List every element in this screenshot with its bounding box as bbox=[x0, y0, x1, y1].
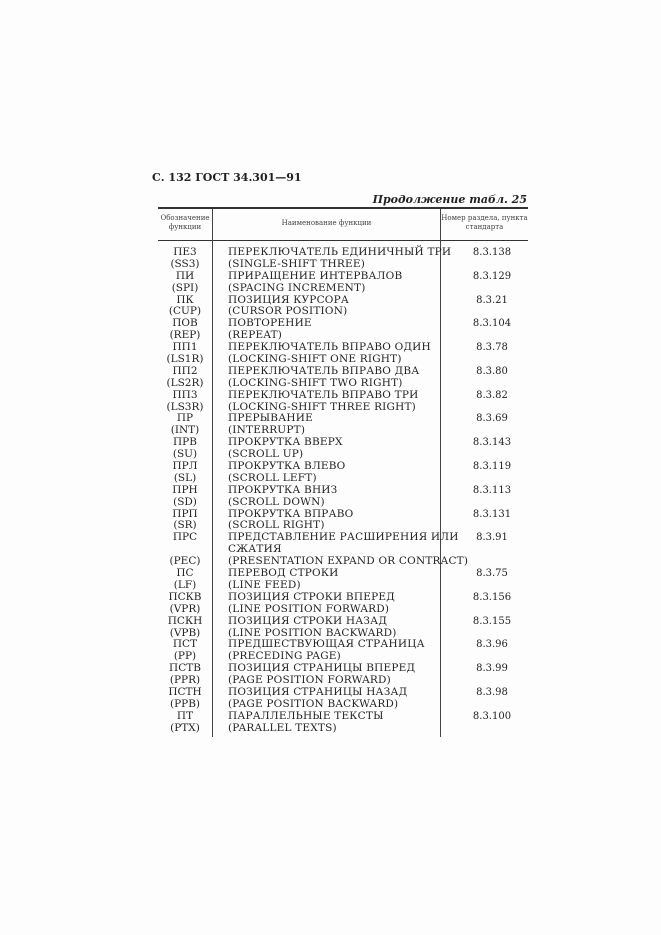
function-code-line: ПРВ bbox=[173, 436, 197, 449]
function-name-line: (SCROLL RIGHT) bbox=[228, 519, 325, 532]
function-code-line: (SL) bbox=[173, 471, 197, 484]
table-row bbox=[158, 342, 528, 366]
table-row bbox=[158, 711, 528, 735]
function-code-line: ПС bbox=[176, 567, 194, 580]
function-name bbox=[212, 568, 456, 592]
function-name bbox=[212, 271, 456, 295]
function-name bbox=[212, 485, 456, 509]
function-code-line: (VPR) bbox=[169, 602, 201, 615]
function-name-line: (PARALLEL TEXTS) bbox=[228, 721, 337, 734]
function-name bbox=[212, 531, 469, 568]
function-code-line: ПСТ bbox=[172, 638, 198, 651]
function-code-line: ПСТН bbox=[168, 685, 202, 698]
page-header: С. 132 ГОСТ 34.301—91 bbox=[152, 171, 302, 184]
section-number-line: 8.3.80 bbox=[476, 365, 508, 377]
function-code-line: (PPR) bbox=[169, 674, 201, 687]
table-top-rule bbox=[158, 207, 528, 209]
function-name bbox=[212, 247, 456, 271]
section-number-line: 8.3.91 bbox=[476, 532, 508, 544]
function-code bbox=[158, 461, 212, 485]
table-row bbox=[158, 485, 528, 509]
function-code-line: ПРЛ bbox=[172, 460, 198, 473]
function-name-line: ПАРАЛЛЕЛЬНЫЕ ТЕКСТЫ bbox=[228, 709, 384, 722]
table-row bbox=[158, 437, 528, 461]
section-number bbox=[456, 485, 528, 509]
function-code-line: ПР bbox=[176, 412, 194, 425]
function-code-line: (SU) bbox=[172, 448, 198, 461]
section-number-line: 8.3.78 bbox=[476, 342, 508, 354]
function-name-line: ПРИРАЩЕНИЕ ИНТЕРВАЛОВ bbox=[228, 269, 403, 282]
function-code bbox=[158, 687, 212, 711]
function-name-line: ПРЕРЫВАНИЕ bbox=[228, 412, 313, 425]
function-name bbox=[212, 461, 456, 485]
function-name bbox=[212, 342, 456, 366]
table-row bbox=[158, 271, 528, 295]
section-number bbox=[456, 318, 528, 342]
function-code-line: ПТ bbox=[176, 709, 194, 722]
function-name-line: (LOCKING-SHIFT THREE RIGHT) bbox=[228, 400, 416, 413]
table-row bbox=[158, 247, 528, 271]
table-row bbox=[158, 616, 528, 640]
function-code-line: ПОВ bbox=[172, 317, 198, 330]
function-name-line: (CURSOR POSITION) bbox=[228, 305, 348, 318]
section-number-line: 8.3.119 bbox=[472, 461, 512, 473]
function-name-line: ПЕРЕВОД СТРОКИ bbox=[228, 567, 339, 580]
section-number bbox=[456, 247, 528, 271]
section-number bbox=[456, 295, 528, 319]
section-number-line: 8.3.98 bbox=[476, 686, 508, 698]
section-number-line: 8.3.138 bbox=[472, 247, 512, 258]
function-code-line: ПЕ3 bbox=[173, 246, 197, 258]
function-name-line: ПРЕДШЕСТВУЮЩАЯ СТРАНИЦА bbox=[228, 638, 425, 651]
column-header-number: Номер раздела, пункта стандарта bbox=[441, 214, 528, 231]
function-name bbox=[212, 295, 456, 319]
function-code-line: (PTX) bbox=[170, 721, 200, 734]
section-number bbox=[456, 568, 528, 592]
function-name-line: ПРЕДСТАВЛЕНИЕ РАСШИРЕНИЯ ИЛИ bbox=[228, 531, 459, 544]
function-code-line: ПРС bbox=[172, 531, 198, 544]
section-number bbox=[456, 366, 528, 390]
table-row bbox=[158, 687, 528, 711]
function-name-line: ПОВТОРЕНИЕ bbox=[228, 317, 312, 330]
table-row bbox=[158, 366, 528, 390]
function-code bbox=[158, 295, 212, 319]
function-code-line: ПП3 bbox=[172, 388, 198, 401]
function-code bbox=[158, 616, 212, 640]
section-number-line: 8.3.113 bbox=[472, 484, 512, 496]
section-number-line: 8.3.129 bbox=[472, 270, 512, 282]
function-name-line: ПЕРЕКЛЮЧАТЕЛЬ ЕДИНИЧНЫЙ ТРИ bbox=[228, 246, 452, 258]
function-code bbox=[158, 437, 212, 461]
function-code-line: (VPB) bbox=[169, 626, 201, 639]
function-name bbox=[212, 366, 456, 390]
section-number bbox=[456, 616, 528, 640]
table-continuation-label: Продолжение табл. 25 bbox=[372, 193, 527, 206]
table-body bbox=[158, 247, 528, 735]
section-number bbox=[456, 711, 528, 735]
function-code-line: ПСКВ bbox=[168, 590, 202, 603]
function-code-line: (PPB) bbox=[169, 697, 201, 710]
function-name-line: ПОЗИЦИЯ СТРАНИЦЫ ВПЕРЕД bbox=[228, 662, 416, 675]
function-code-line: ПИ bbox=[175, 269, 195, 282]
section-number-line: 8.3.100 bbox=[472, 710, 512, 722]
section-number-line: 8.3.96 bbox=[476, 639, 508, 651]
function-code-line: (SPI) bbox=[171, 281, 199, 294]
function-code-line: ПРП bbox=[172, 507, 198, 520]
section-number bbox=[456, 509, 528, 533]
function-name-line: (PRECEDING PAGE) bbox=[228, 650, 341, 663]
function-code-line: (LS3R) bbox=[166, 400, 204, 413]
column-header-code: Обозначение функции bbox=[160, 214, 210, 231]
function-code bbox=[158, 532, 212, 568]
section-number-line: 8.3.155 bbox=[472, 615, 512, 627]
section-number bbox=[456, 532, 528, 568]
function-name-line: (SCROLL DOWN) bbox=[228, 495, 325, 508]
table-row bbox=[158, 390, 528, 414]
function-name-line: (LINE POSITION FORWARD) bbox=[228, 602, 390, 615]
function-name-line: (LOCKING-SHIFT ONE RIGHT) bbox=[228, 353, 402, 366]
table-row bbox=[158, 413, 528, 437]
function-code-line: (INT) bbox=[170, 424, 200, 437]
function-name-line: (PRESENTATION EXPAND OR CONTRACT) bbox=[228, 555, 469, 568]
table-row bbox=[158, 663, 528, 687]
function-code-line: (LS2R) bbox=[166, 376, 204, 389]
function-name bbox=[212, 639, 456, 663]
function-name bbox=[212, 663, 456, 687]
function-name-line: (SCROLL UP) bbox=[228, 448, 304, 461]
function-code-line: (CUP) bbox=[168, 305, 202, 318]
section-number-line: 8.3.21 bbox=[476, 294, 508, 306]
header-bottom-rule bbox=[158, 240, 528, 241]
function-name-line: (PAGE POSITION BACKWARD) bbox=[228, 697, 399, 710]
function-code bbox=[158, 639, 212, 663]
function-name-line: ПОЗИЦИЯ СТРОКИ ВПЕРЕД bbox=[228, 590, 395, 603]
function-code-line: ПК bbox=[176, 293, 194, 306]
function-code bbox=[158, 318, 212, 342]
column-header-name: Наименование функции bbox=[281, 219, 372, 227]
function-name bbox=[212, 592, 456, 616]
section-number-line: 8.3.131 bbox=[472, 508, 512, 520]
table-row bbox=[158, 318, 528, 342]
table-row bbox=[158, 568, 528, 592]
function-code bbox=[158, 568, 212, 592]
function-code bbox=[158, 592, 212, 616]
function-name-line: (REPEAT) bbox=[228, 329, 283, 342]
function-name-line: ПЕРЕКЛЮЧАТЕЛЬ ВПРАВО ОДИН bbox=[228, 341, 431, 354]
function-name-line: ПРОКРУТКА ВЛЕВО bbox=[228, 460, 346, 473]
function-code-line: ПРН bbox=[172, 483, 198, 496]
function-name bbox=[212, 509, 456, 533]
function-code bbox=[158, 711, 212, 735]
function-code-line: (REP) bbox=[169, 329, 201, 342]
section-number-line: 8.3.99 bbox=[476, 663, 508, 675]
function-code-line: ПП2 bbox=[172, 364, 198, 377]
section-number bbox=[456, 687, 528, 711]
function-code-line: (LS1R) bbox=[166, 353, 204, 366]
table-row bbox=[158, 532, 528, 568]
function-name bbox=[212, 616, 456, 640]
function-name bbox=[212, 687, 456, 711]
function-name-line: ПРОКРУТКА ВНИЗ bbox=[228, 483, 338, 496]
function-code bbox=[158, 485, 212, 509]
function-name-line: ПОЗИЦИЯ СТРОКИ НАЗАД bbox=[228, 614, 388, 627]
function-name-line: ПОЗИЦИЯ КУРСОРА bbox=[228, 293, 350, 306]
table-row bbox=[158, 592, 528, 616]
section-number bbox=[456, 437, 528, 461]
function-name-line: (LINE POSITION BACKWARD) bbox=[228, 626, 397, 639]
function-name-line: (SPACING INCREMENT) bbox=[228, 281, 366, 294]
function-code-line: ПСКН bbox=[167, 614, 203, 627]
function-code-line: (SD) bbox=[173, 495, 197, 508]
section-number-line: 8.3.69 bbox=[476, 413, 508, 425]
section-number bbox=[456, 639, 528, 663]
function-code-line: (SR) bbox=[173, 519, 197, 532]
function-name-line: (SINGLE-SHIFT THREE) bbox=[228, 257, 366, 270]
table-row bbox=[158, 639, 528, 663]
function-name-line: СЖАТИЯ bbox=[228, 543, 282, 556]
table-row bbox=[158, 295, 528, 319]
function-name bbox=[212, 413, 456, 437]
function-code bbox=[158, 663, 212, 687]
function-code bbox=[158, 366, 212, 390]
function-name bbox=[212, 437, 456, 461]
function-name-line: (LINE FEED) bbox=[228, 578, 301, 591]
function-code-line: (SS3) bbox=[170, 257, 200, 270]
function-code bbox=[158, 413, 212, 437]
function-code bbox=[158, 271, 212, 295]
function-name-line: ПОЗИЦИЯ СТРАНИЦЫ НАЗАД bbox=[228, 685, 408, 698]
section-number bbox=[456, 592, 528, 616]
function-name-line: ПРОКРУТКА ВВЕРХ bbox=[228, 436, 343, 449]
function-name bbox=[212, 318, 456, 342]
section-number bbox=[456, 413, 528, 437]
section-number-line: 8.3.143 bbox=[472, 437, 512, 449]
section-number bbox=[456, 663, 528, 687]
function-name-line: (PAGE POSITION FORWARD) bbox=[228, 674, 391, 687]
function-name bbox=[212, 711, 456, 735]
table-row bbox=[158, 461, 528, 485]
function-code-line: ПСТВ bbox=[169, 662, 201, 675]
function-name-line: ПЕРЕКЛЮЧАТЕЛЬ ВПРАВО ДВА bbox=[228, 364, 420, 377]
function-name-line: ПРОКРУТКА ВПРАВО bbox=[228, 507, 354, 520]
function-code-line: ПП1 bbox=[172, 341, 198, 354]
section-number-line: 8.3.75 bbox=[476, 568, 508, 580]
function-code-line: (PP) bbox=[173, 650, 197, 663]
section-number-line: 8.3.82 bbox=[476, 389, 508, 401]
function-name-line: (INTERRUPT) bbox=[228, 424, 306, 437]
section-number bbox=[456, 390, 528, 414]
function-name-line: ПЕРЕКЛЮЧАТЕЛЬ ВПРАВО ТРИ bbox=[228, 388, 419, 401]
section-number-line: 8.3.104 bbox=[472, 318, 512, 330]
function-code-line: (PEC) bbox=[169, 555, 201, 568]
section-number bbox=[456, 461, 528, 485]
function-name-line: (LOCKING-SHIFT TWO RIGHT) bbox=[228, 376, 403, 389]
function-code bbox=[158, 247, 212, 271]
section-number bbox=[456, 342, 528, 366]
section-number-line: 8.3.156 bbox=[472, 591, 512, 603]
function-code bbox=[158, 342, 212, 366]
table-row bbox=[158, 509, 528, 533]
function-name bbox=[212, 390, 456, 414]
function-code bbox=[158, 509, 212, 533]
function-code-line: (LF) bbox=[173, 578, 197, 591]
function-code bbox=[158, 390, 212, 414]
section-number bbox=[456, 271, 528, 295]
function-name-line: (SCROLL LEFT) bbox=[228, 471, 317, 484]
